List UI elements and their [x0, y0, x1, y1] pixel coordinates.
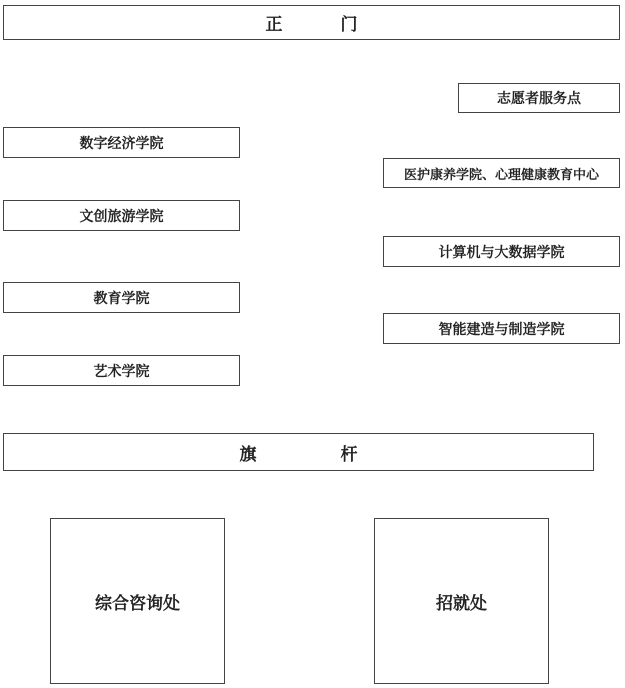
booth-computer-bigdata [383, 236, 620, 267]
main-gate [3, 5, 620, 40]
booth-arts [3, 355, 240, 386]
booth-label: 医护康养学院、心理健康教育中心 [403, 167, 599, 183]
flagpole-char-1: 旗 [239, 444, 257, 465]
booth-education [3, 282, 240, 313]
main-gate-char-2: 门 [340, 15, 358, 35]
booth-label: 志愿者服务点 [497, 91, 581, 107]
main-gate-char-1: 正 [265, 15, 283, 35]
flagpole-char-2: 杆 [340, 444, 358, 465]
booth-label: 智能建造与制造学院 [438, 321, 565, 338]
booth-label: 艺术学院 [93, 363, 150, 380]
office-label: 招就处 [436, 593, 487, 614]
booth-label: 数字经济学院 [79, 135, 164, 152]
booth-cultural-tourism [3, 200, 240, 231]
booth-volunteer-service [458, 83, 620, 113]
booth-nursing-health-psychology [383, 158, 620, 188]
booth-digital-economy [3, 127, 240, 158]
office-general-consultation [50, 518, 225, 684]
flagpole [3, 433, 594, 471]
booth-label: 文创旅游学院 [79, 208, 164, 225]
booth-intelligent-construction [383, 313, 620, 344]
office-admission-employment [374, 518, 549, 684]
office-label: 综合咨询处 [95, 593, 180, 614]
booth-label: 教育学院 [93, 290, 150, 307]
booth-label: 计算机与大数据学院 [438, 244, 565, 261]
